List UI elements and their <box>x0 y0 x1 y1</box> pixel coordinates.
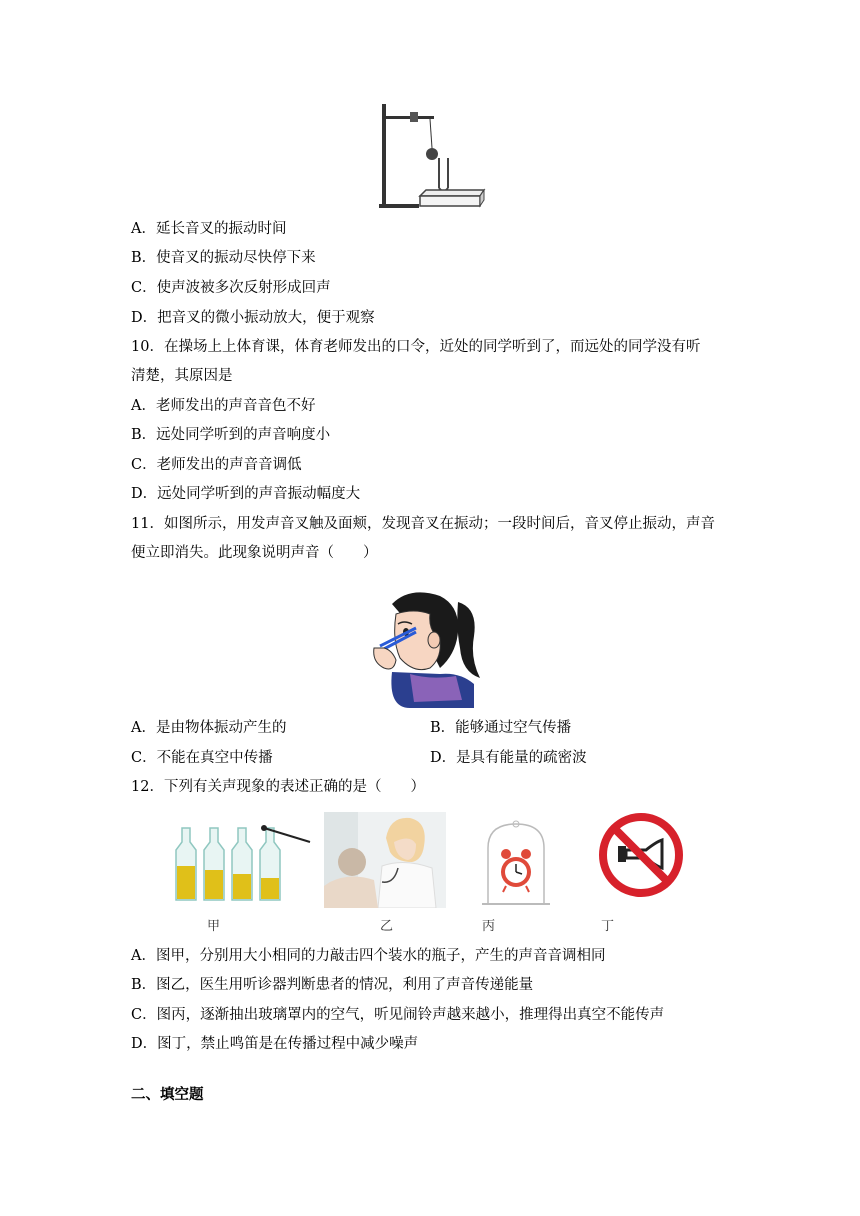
caption-bing: 丙 <box>482 919 496 934</box>
q10-stem-line1: 10．在操场上上体育课，体育老师发出的口令，近处的同学听到了，而远处的同学没有听 <box>131 339 701 355</box>
q10-option-d: D．远处同学听到的声音振动幅度大 <box>131 486 361 502</box>
doctor-stethoscope-figure <box>324 812 446 908</box>
caption-yi: 乙 <box>380 919 394 934</box>
no-horn-sign-icon <box>598 812 684 898</box>
q9-option-d: D．把音叉的微小振动放大，便于观察 <box>131 310 375 326</box>
q12-option-c: C．图丙，逐渐抽出玻璃罩内的空气，听见闹铃声越来越小，推理得出真空不能传声 <box>131 1007 665 1023</box>
alarm-clock-bell-jar-figure <box>476 818 556 910</box>
girl-tuning-fork-figure <box>370 588 486 708</box>
section-heading-fill-blank: 二、填空题 <box>131 1087 204 1103</box>
caption-ding: 丁 <box>601 919 615 934</box>
q12-option-d: D．图丁，禁止鸣笛是在传播过程中减少噪声 <box>131 1036 419 1052</box>
q9-option-a: A．延长音叉的振动时间 <box>131 221 287 237</box>
caption-jia: 甲 <box>207 919 221 934</box>
q10-option-c: C．老师发出的声音音调低 <box>131 457 302 473</box>
bottles-figure <box>168 820 313 910</box>
q12-option-b: B．图乙，医生用听诊器判断患者的情况，利用了声音传递能量 <box>131 977 534 993</box>
q9-option-c: C．使声波被多次反射形成回声 <box>131 280 331 296</box>
q11-option-b: B．能够通过空气传播 <box>430 720 572 736</box>
q10-option-a: A．老师发出的声音音色不好 <box>131 398 316 414</box>
q10-option-b: B．远处同学听到的声音响度小 <box>131 427 331 443</box>
q11-option-d: D．是具有能量的疏密波 <box>430 750 587 766</box>
q12-option-a: A．图甲，分别用大小相同的力敲击四个装水的瓶子，产生的声音音调相同 <box>131 948 606 964</box>
q9-option-b: B．使音叉的振动尽快停下来 <box>131 250 316 266</box>
q11-option-a: A．是由物体振动产生的 <box>131 720 287 736</box>
q11-option-c: C．不能在真空中传播 <box>131 750 273 766</box>
q11-stem-line2: 便立即消失。此现象说明声音（ ） <box>131 545 378 561</box>
q12-stem: 12．下列有关声现象的表述正确的是（ ） <box>131 779 425 795</box>
q11-stem-line1: 11．如图所示，用发声音叉触及面颊，发现音叉在振动；一段时间后，音叉停止振动，声音 <box>131 516 715 532</box>
tuning-fork-stand-figure <box>376 100 486 212</box>
q10-stem-line2: 清楚，其原因是 <box>131 368 233 384</box>
